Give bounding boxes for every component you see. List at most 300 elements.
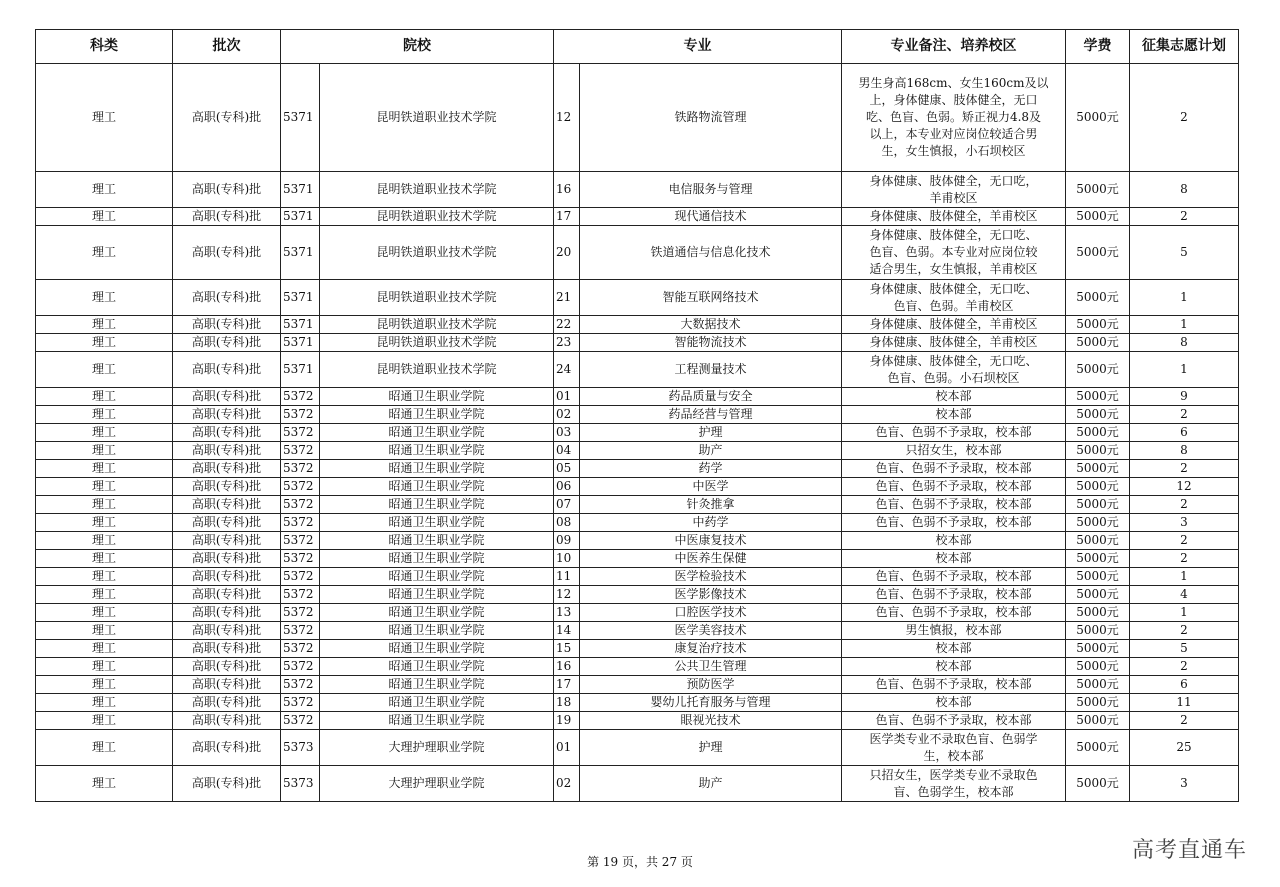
cell-fee: 5000元 <box>1066 316 1130 334</box>
cell-batch: 高职(专科)批 <box>173 658 281 676</box>
note-line: 羊甫校区 <box>929 190 978 205</box>
cell-major-code: 01 <box>554 388 580 406</box>
cell-batch: 高职(专科)批 <box>173 694 281 712</box>
cell-batch: 高职(专科)批 <box>173 478 281 496</box>
cell-school-code: 5371 <box>281 172 320 208</box>
cell-major-name: 中医养生保健 <box>580 550 842 568</box>
cell-note <box>842 226 1066 280</box>
cell-school-name: 昭通卫生职业学院 <box>320 424 554 442</box>
note-line: 身体健康、肢体健全，无口吃、 <box>869 353 1038 368</box>
cell-major-code: 24 <box>554 352 580 388</box>
cell-school-code: 5371 <box>281 280 320 316</box>
cell-note <box>842 388 1066 406</box>
cell-batch: 高职(专科)批 <box>173 712 281 730</box>
cell-fee: 5000元 <box>1066 406 1130 424</box>
cell-category: 理工 <box>36 208 173 226</box>
cell-school-name: 昭通卫生职业学院 <box>320 496 554 514</box>
cell-fee: 5000元 <box>1066 280 1130 316</box>
note-line: 身体健康、肢体健全，羊甫校区 <box>869 317 1038 331</box>
cell-batch: 高职(专科)批 <box>173 64 281 172</box>
cell-school-code: 5372 <box>281 496 320 514</box>
cell-plan: 8 <box>1130 442 1239 460</box>
cell-plan: 5 <box>1130 226 1239 280</box>
cell-school-code: 5372 <box>281 694 320 712</box>
note-line: 色盲、色弱不予录取，校本部 <box>875 677 1032 691</box>
cell-plan: 4 <box>1130 586 1239 604</box>
cell-note <box>842 694 1066 712</box>
cell-category: 理工 <box>36 334 173 352</box>
cell-note <box>842 676 1066 694</box>
cell-category: 理工 <box>36 514 173 532</box>
table-row <box>36 586 1239 604</box>
cell-school-name: 昆明铁道职业技术学院 <box>320 280 554 316</box>
table-row <box>36 334 1239 352</box>
cell-note <box>842 586 1066 604</box>
cell-school-name: 昭通卫生职业学院 <box>320 406 554 424</box>
cell-note <box>842 604 1066 622</box>
cell-school-name: 昆明铁道职业技术学院 <box>320 172 554 208</box>
header-major: 专业 <box>554 30 842 64</box>
cell-batch: 高职(专科)批 <box>173 334 281 352</box>
cell-major-name: 智能互联网络技术 <box>580 280 842 316</box>
cell-note <box>842 622 1066 640</box>
cell-batch: 高职(专科)批 <box>173 568 281 586</box>
table-row <box>36 622 1239 640</box>
cell-fee: 5000元 <box>1066 676 1130 694</box>
table-row <box>36 568 1239 586</box>
cell-category: 理工 <box>36 694 173 712</box>
cell-fee: 5000元 <box>1066 424 1130 442</box>
cell-note <box>842 460 1066 478</box>
cell-school-code: 5372 <box>281 424 320 442</box>
cell-category: 理工 <box>36 316 173 334</box>
table-row <box>36 64 1239 172</box>
cell-major-name: 眼视光技术 <box>580 712 842 730</box>
cell-school-name: 昭通卫生职业学院 <box>320 388 554 406</box>
cell-school-name: 昭通卫生职业学院 <box>320 568 554 586</box>
cell-school-name: 昭通卫生职业学院 <box>320 604 554 622</box>
cell-category: 理工 <box>36 712 173 730</box>
cell-note <box>842 442 1066 460</box>
note-line: 男生慎报，校本部 <box>905 623 1002 637</box>
cell-note <box>842 172 1066 208</box>
cell-school-code: 5371 <box>281 64 320 172</box>
cell-major-name: 铁道通信与信息化技术 <box>580 226 842 280</box>
cell-plan: 2 <box>1130 208 1239 226</box>
cell-fee: 5000元 <box>1066 352 1130 388</box>
cell-school-code: 5372 <box>281 442 320 460</box>
note-line: 盲、色弱学生，校本部 <box>893 784 1014 799</box>
table-row <box>36 316 1239 334</box>
note-line: 身体健康、肢体健全，无口吃、 <box>869 281 1038 296</box>
cell-batch: 高职(专科)批 <box>173 388 281 406</box>
cell-major-code: 07 <box>554 496 580 514</box>
cell-batch: 高职(专科)批 <box>173 208 281 226</box>
cell-fee: 5000元 <box>1066 226 1130 280</box>
cell-major-code: 22 <box>554 316 580 334</box>
cell-plan: 5 <box>1130 640 1239 658</box>
cell-category: 理工 <box>36 388 173 406</box>
cell-major-name: 电信服务与管理 <box>580 172 842 208</box>
cell-major-code: 23 <box>554 334 580 352</box>
note-line: 适合男生，女生慎报，羊甫校区 <box>869 262 1038 276</box>
cell-school-code: 5372 <box>281 586 320 604</box>
note-line: 只招女生，校本部 <box>905 443 1002 457</box>
cell-note <box>842 550 1066 568</box>
cell-school-name: 昭通卫生职业学院 <box>320 622 554 640</box>
note-line: 校本部 <box>935 641 972 655</box>
cell-school-code: 5372 <box>281 640 320 658</box>
cell-category: 理工 <box>36 568 173 586</box>
cell-batch: 高职(专科)批 <box>173 226 281 280</box>
cell-batch: 高职(专科)批 <box>173 640 281 658</box>
cell-major-code: 20 <box>554 226 580 280</box>
header-note: 专业备注、培养校区 <box>842 30 1066 64</box>
note-line: 色盲、色弱不予录取，校本部 <box>875 461 1032 475</box>
cell-note <box>842 424 1066 442</box>
cell-batch: 高职(专科)批 <box>173 316 281 334</box>
note-line: 生，校本部 <box>923 748 984 763</box>
cell-major-name: 药学 <box>580 460 842 478</box>
cell-note <box>842 730 1066 766</box>
cell-major-name: 预防医学 <box>580 676 842 694</box>
cell-fee: 5000元 <box>1066 442 1130 460</box>
cell-plan: 3 <box>1130 766 1239 802</box>
cell-major-code: 15 <box>554 640 580 658</box>
cell-major-name: 大数据技术 <box>580 316 842 334</box>
cell-batch: 高职(专科)批 <box>173 604 281 622</box>
cell-school-name: 昭通卫生职业学院 <box>320 532 554 550</box>
cell-batch: 高职(专科)批 <box>173 460 281 478</box>
table-row <box>36 766 1239 802</box>
table-row <box>36 172 1239 208</box>
cell-school-name: 昭通卫生职业学院 <box>320 442 554 460</box>
cell-school-name: 昭通卫生职业学院 <box>320 460 554 478</box>
cell-plan: 2 <box>1130 532 1239 550</box>
cell-major-code: 17 <box>554 676 580 694</box>
cell-school-name: 昭通卫生职业学院 <box>320 514 554 532</box>
header-plan: 征集志愿计划 <box>1130 30 1239 64</box>
cell-major-name: 铁路物流管理 <box>580 64 842 172</box>
cell-school-code: 5371 <box>281 334 320 352</box>
cell-category: 理工 <box>36 676 173 694</box>
cell-major-code: 18 <box>554 694 580 712</box>
table-row <box>36 388 1239 406</box>
cell-category: 理工 <box>36 406 173 424</box>
cell-plan: 1 <box>1130 352 1239 388</box>
cell-plan: 11 <box>1130 694 1239 712</box>
cell-major-name: 医学检验技术 <box>580 568 842 586</box>
cell-category: 理工 <box>36 604 173 622</box>
cell-fee: 5000元 <box>1066 730 1130 766</box>
cell-major-code: 12 <box>554 64 580 172</box>
table-row <box>36 208 1239 226</box>
note-line: 医学类专业不录取色盲、色弱学 <box>869 731 1038 746</box>
note-line: 身体健康、肢体健全，无口吃、 <box>869 228 1038 242</box>
cell-note <box>842 568 1066 586</box>
cell-major-code: 14 <box>554 622 580 640</box>
header-fee: 学费 <box>1066 30 1130 64</box>
table-row <box>36 514 1239 532</box>
cell-major-name: 护理 <box>580 730 842 766</box>
table-row <box>36 424 1239 442</box>
cell-category: 理工 <box>36 460 173 478</box>
cell-school-name: 大理护理职业学院 <box>320 730 554 766</box>
table-row <box>36 640 1239 658</box>
note-line: 身体健康、肢体健全，羊甫校区 <box>869 209 1038 223</box>
cell-school-code: 5372 <box>281 676 320 694</box>
cell-fee: 5000元 <box>1066 514 1130 532</box>
cell-fee: 5000元 <box>1066 334 1130 352</box>
table-row <box>36 532 1239 550</box>
cell-plan: 2 <box>1130 622 1239 640</box>
cell-plan: 2 <box>1130 712 1239 730</box>
cell-major-code: 13 <box>554 604 580 622</box>
cell-batch: 高职(专科)批 <box>173 442 281 460</box>
cell-major-name: 医学美容技术 <box>580 622 842 640</box>
cell-major-code: 03 <box>554 424 580 442</box>
cell-batch: 高职(专科)批 <box>173 424 281 442</box>
cell-note <box>842 352 1066 388</box>
cell-plan: 9 <box>1130 388 1239 406</box>
cell-school-name: 昭通卫生职业学院 <box>320 694 554 712</box>
cell-major-name: 助产 <box>580 766 842 802</box>
cell-plan: 1 <box>1130 568 1239 586</box>
cell-school-name: 昭通卫生职业学院 <box>320 640 554 658</box>
cell-note <box>842 64 1066 172</box>
cell-school-code: 5372 <box>281 388 320 406</box>
cell-batch: 高职(专科)批 <box>173 514 281 532</box>
note-line: 色盲、色弱不予录取，校本部 <box>875 425 1032 439</box>
cell-note <box>842 334 1066 352</box>
note-line: 色盲、色弱。羊甫校区 <box>893 298 1014 313</box>
cell-fee: 5000元 <box>1066 766 1130 802</box>
cell-school-name: 昆明铁道职业技术学院 <box>320 316 554 334</box>
cell-batch: 高职(专科)批 <box>173 550 281 568</box>
cell-major-name: 现代通信技术 <box>580 208 842 226</box>
header-batch: 批次 <box>173 30 281 64</box>
cell-category: 理工 <box>36 640 173 658</box>
cell-major-code: 19 <box>554 712 580 730</box>
cell-note <box>842 532 1066 550</box>
cell-plan: 6 <box>1130 424 1239 442</box>
cell-major-name: 中医学 <box>580 478 842 496</box>
cell-major-name: 护理 <box>580 424 842 442</box>
admission-plan-table <box>35 29 1239 802</box>
cell-major-name: 中药学 <box>580 514 842 532</box>
cell-plan: 1 <box>1130 280 1239 316</box>
note-line: 只招女生，医学类专业不录取色 <box>869 767 1038 782</box>
cell-fee: 5000元 <box>1066 460 1130 478</box>
cell-major-code: 04 <box>554 442 580 460</box>
cell-school-name: 昭通卫生职业学院 <box>320 550 554 568</box>
cell-school-code: 5372 <box>281 604 320 622</box>
table-row <box>36 604 1239 622</box>
cell-major-code: 08 <box>554 514 580 532</box>
cell-school-code: 5371 <box>281 352 320 388</box>
cell-school-name: 昆明铁道职业技术学院 <box>320 352 554 388</box>
cell-batch: 高职(专科)批 <box>173 496 281 514</box>
note-line: 校本部 <box>935 695 972 709</box>
cell-note <box>842 406 1066 424</box>
cell-fee: 5000元 <box>1066 550 1130 568</box>
cell-note <box>842 766 1066 802</box>
cell-school-code: 5372 <box>281 406 320 424</box>
cell-major-code: 02 <box>554 406 580 424</box>
cell-school-code: 5372 <box>281 532 320 550</box>
note-line: 色盲、色弱不予录取，校本部 <box>875 569 1032 583</box>
cell-major-code: 09 <box>554 532 580 550</box>
note-line: 色盲、色弱不予录取，校本部 <box>875 605 1032 619</box>
cell-fee: 5000元 <box>1066 388 1130 406</box>
cell-major-code: 16 <box>554 172 580 208</box>
cell-school-code: 5371 <box>281 226 320 280</box>
cell-major-name: 中医康复技术 <box>580 532 842 550</box>
cell-fee: 5000元 <box>1066 172 1130 208</box>
table-row <box>36 406 1239 424</box>
cell-major-name: 口腔医学技术 <box>580 604 842 622</box>
cell-major-code: 02 <box>554 766 580 802</box>
cell-note <box>842 496 1066 514</box>
cell-category: 理工 <box>36 172 173 208</box>
cell-major-name: 工程测量技术 <box>580 352 842 388</box>
cell-school-name: 昆明铁道职业技术学院 <box>320 226 554 280</box>
note-line: 校本部 <box>935 533 972 547</box>
header-category: 科类 <box>36 30 173 64</box>
note-line: 色盲、色弱。小石坝校区 <box>887 370 1020 385</box>
note-line: 校本部 <box>935 407 972 421</box>
cell-plan: 2 <box>1130 658 1239 676</box>
cell-fee: 5000元 <box>1066 208 1130 226</box>
note-line: 色盲、色弱不予录取，校本部 <box>875 713 1032 727</box>
note-line: 上，身体健康、肢体健全，无口 <box>869 93 1038 107</box>
cell-category: 理工 <box>36 280 173 316</box>
table-row <box>36 496 1239 514</box>
cell-category: 理工 <box>36 550 173 568</box>
note-line: 校本部 <box>935 389 972 403</box>
cell-batch: 高职(专科)批 <box>173 532 281 550</box>
cell-major-name: 助产 <box>580 442 842 460</box>
cell-note <box>842 658 1066 676</box>
cell-batch: 高职(专科)批 <box>173 406 281 424</box>
cell-category: 理工 <box>36 586 173 604</box>
table-body <box>36 64 1239 802</box>
cell-plan: 2 <box>1130 64 1239 172</box>
cell-fee: 5000元 <box>1066 532 1130 550</box>
cell-plan: 6 <box>1130 676 1239 694</box>
header-school: 院校 <box>281 30 554 64</box>
cell-school-code: 5372 <box>281 568 320 586</box>
cell-school-name: 昭通卫生职业学院 <box>320 478 554 496</box>
cell-plan: 2 <box>1130 496 1239 514</box>
cell-plan: 1 <box>1130 604 1239 622</box>
cell-category: 理工 <box>36 496 173 514</box>
page-footer: 第 19 页，共 27 页 <box>587 855 693 869</box>
cell-major-name: 康复治疗技术 <box>580 640 842 658</box>
cell-plan: 2 <box>1130 460 1239 478</box>
cell-fee: 5000元 <box>1066 568 1130 586</box>
cell-batch: 高职(专科)批 <box>173 352 281 388</box>
table-row <box>36 658 1239 676</box>
cell-major-code: 21 <box>554 280 580 316</box>
cell-category: 理工 <box>36 658 173 676</box>
cell-batch: 高职(专科)批 <box>173 172 281 208</box>
watermark-text: 高考直通车 <box>1131 838 1247 863</box>
table-row <box>36 478 1239 496</box>
cell-category: 理工 <box>36 424 173 442</box>
cell-plan: 3 <box>1130 514 1239 532</box>
cell-major-code: 01 <box>554 730 580 766</box>
cell-major-name: 药品质量与安全 <box>580 388 842 406</box>
cell-plan: 1 <box>1130 316 1239 334</box>
cell-school-name: 昭通卫生职业学院 <box>320 676 554 694</box>
cell-major-code: 17 <box>554 208 580 226</box>
table-row <box>36 676 1239 694</box>
cell-school-code: 5372 <box>281 712 320 730</box>
cell-category: 理工 <box>36 352 173 388</box>
cell-category: 理工 <box>36 622 173 640</box>
table-row <box>36 550 1239 568</box>
cell-school-name: 昭通卫生职业学院 <box>320 712 554 730</box>
cell-school-name: 昆明铁道职业技术学院 <box>320 208 554 226</box>
cell-note <box>842 280 1066 316</box>
cell-category: 理工 <box>36 532 173 550</box>
cell-major-code: 12 <box>554 586 580 604</box>
note-line: 校本部 <box>935 659 972 673</box>
cell-school-name: 昆明铁道职业技术学院 <box>320 64 554 172</box>
cell-batch: 高职(专科)批 <box>173 766 281 802</box>
note-line: 男生身高168cm、女生160cm及以 <box>858 76 1049 90</box>
table-row <box>36 442 1239 460</box>
cell-batch: 高职(专科)批 <box>173 676 281 694</box>
cell-batch: 高职(专科)批 <box>173 622 281 640</box>
cell-plan: 8 <box>1130 172 1239 208</box>
cell-note <box>842 316 1066 334</box>
note-line: 色盲、色弱不予录取，校本部 <box>875 479 1032 493</box>
cell-school-name: 大理护理职业学院 <box>320 766 554 802</box>
cell-batch: 高职(专科)批 <box>173 730 281 766</box>
cell-note <box>842 640 1066 658</box>
table-row <box>36 352 1239 388</box>
cell-fee: 5000元 <box>1066 712 1130 730</box>
cell-category: 理工 <box>36 442 173 460</box>
cell-fee: 5000元 <box>1066 496 1130 514</box>
note-line: 吃、色盲、色弱。矫正视力4.8及 <box>865 110 1042 124</box>
cell-plan: 8 <box>1130 334 1239 352</box>
cell-category: 理工 <box>36 766 173 802</box>
cell-plan: 2 <box>1130 550 1239 568</box>
cell-school-name: 昆明铁道职业技术学院 <box>320 334 554 352</box>
cell-school-code: 5372 <box>281 550 320 568</box>
cell-major-name: 针灸推拿 <box>580 496 842 514</box>
cell-major-name: 医学影像技术 <box>580 586 842 604</box>
note-line: 色盲、色弱不予录取，校本部 <box>875 497 1032 511</box>
cell-major-name: 公共卫生管理 <box>580 658 842 676</box>
cell-major-code: 05 <box>554 460 580 478</box>
cell-note <box>842 478 1066 496</box>
cell-plan: 2 <box>1130 406 1239 424</box>
cell-category: 理工 <box>36 64 173 172</box>
cell-major-code: 06 <box>554 478 580 496</box>
note-line: 身体健康、肢体健全，无口吃， <box>869 173 1038 188</box>
table-row <box>36 460 1239 478</box>
cell-major-name: 智能物流技术 <box>580 334 842 352</box>
cell-category: 理工 <box>36 730 173 766</box>
cell-fee: 5000元 <box>1066 64 1130 172</box>
table-row <box>36 694 1239 712</box>
table-header-row <box>36 30 1239 64</box>
note-line: 色盲、色弱。本专业对应岗位较 <box>869 245 1038 259</box>
